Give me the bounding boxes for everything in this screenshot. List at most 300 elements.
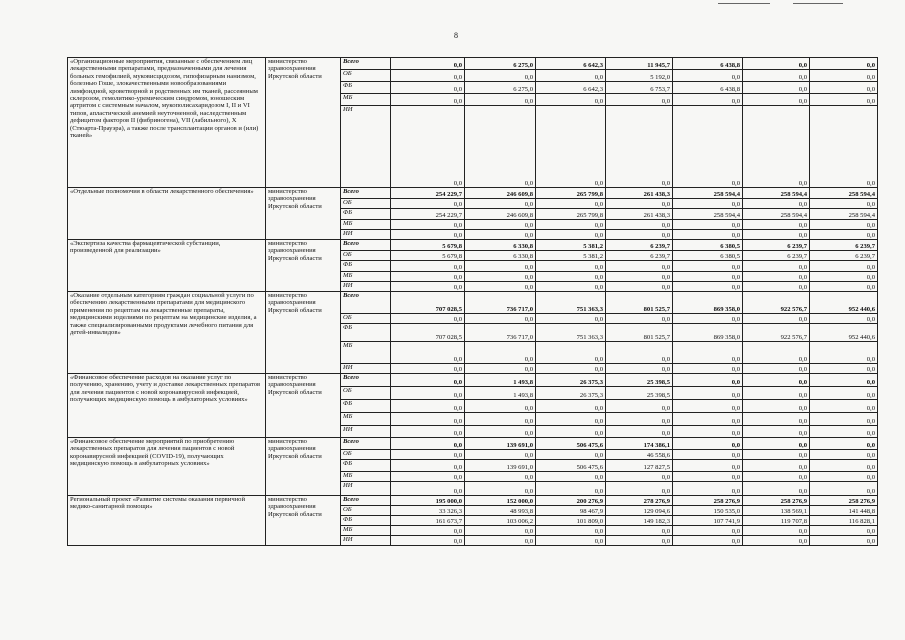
- amount-cell: 0,0: [810, 374, 878, 387]
- amount-cell: 0,0: [536, 70, 606, 82]
- amount-cell: 0,0: [536, 364, 606, 374]
- amount-cell: 0,0: [743, 82, 810, 94]
- amount-cell: 0,0: [673, 387, 743, 400]
- amount-cell: 246 609,8: [465, 209, 536, 220]
- funding-source: ФБ: [341, 209, 391, 220]
- amount-cell: 0,0: [743, 314, 810, 324]
- amount-cell: 6 239,7: [743, 240, 810, 251]
- program-name: «Экспертиза качества фармацевтической субстанции, произведенной для реализации»: [68, 240, 266, 292]
- amount-cell: 0,0: [606, 482, 673, 496]
- funding-source: ФБ: [341, 324, 391, 342]
- funding-source: ФБ: [341, 261, 391, 272]
- amount-cell: 6 239,7: [606, 240, 673, 251]
- amount-cell: 0,0: [673, 450, 743, 460]
- program-total-row: [68, 292, 878, 314]
- amount-cell: 6 438,8: [673, 58, 743, 70]
- amount-cell: 258 594,4: [810, 188, 878, 199]
- program-name: «Оказание отдельным категориям граждан социальной услуги по обеспечению лекарственными препаратами для медицинского применения по рецептам на лекарственные препараты, медицинскими изделиями по рецептам на медицинские изделия, а также специализированными продуктами лечебного питания для детей-инвалидов»: [68, 292, 266, 374]
- amount-cell: 952 440,6: [810, 292, 878, 314]
- funding-source: ОБ: [341, 387, 391, 400]
- amount-cell: 0,0: [743, 400, 810, 413]
- responsible-executor: министерство здравоохранения Иркутской области: [266, 240, 341, 292]
- funding-source: МБ: [341, 526, 391, 536]
- amount-cell: 0,0: [673, 314, 743, 324]
- amount-cell: 0,0: [810, 426, 878, 438]
- scan-mark: [793, 3, 843, 4]
- funding-source: Всего: [341, 496, 391, 506]
- amount-cell: 265 799,8: [536, 209, 606, 220]
- funding-source: ФБ: [341, 400, 391, 413]
- amount-cell: 0,0: [536, 482, 606, 496]
- amount-cell: 0,0: [465, 526, 536, 536]
- amount-cell: 0,0: [465, 450, 536, 460]
- funding-source: Всего: [341, 374, 391, 387]
- amount-cell: 6 275,0: [465, 82, 536, 94]
- amount-cell: 0,0: [743, 482, 810, 496]
- amount-cell: 0,0: [743, 450, 810, 460]
- amount-cell: 0,0: [810, 472, 878, 482]
- responsible-executor: министерство здравоохранения Иркутской области: [266, 374, 341, 438]
- amount-cell: 0,0: [391, 364, 465, 374]
- amount-cell: 0,0: [673, 230, 743, 240]
- amount-cell: 0,0: [391, 58, 465, 70]
- amount-cell: 258 594,4: [673, 188, 743, 199]
- amount-cell: 0,0: [606, 536, 673, 546]
- program-name: «Отдельные полномочия в области лекарственного обеспечения»: [68, 188, 266, 240]
- amount-cell: 0,0: [606, 364, 673, 374]
- amount-cell: 0,0: [810, 526, 878, 536]
- amount-cell: 0,0: [810, 58, 878, 70]
- amount-cell: 5 192,0: [606, 70, 673, 82]
- amount-cell: 0,0: [536, 536, 606, 546]
- page-number: 8: [454, 31, 458, 40]
- amount-cell: 6 438,8: [673, 82, 743, 94]
- amount-cell: 0,0: [536, 106, 606, 188]
- amount-cell: 0,0: [536, 426, 606, 438]
- amount-cell: 0,0: [673, 70, 743, 82]
- amount-cell: 0,0: [465, 482, 536, 496]
- amount-cell: 0,0: [391, 261, 465, 272]
- amount-cell: 0,0: [465, 261, 536, 272]
- amount-cell: 736 717,0: [465, 324, 536, 342]
- amount-cell: 0,0: [465, 400, 536, 413]
- amount-cell: 0,0: [606, 230, 673, 240]
- amount-cell: 0,0: [810, 342, 878, 364]
- amount-cell: 246 609,8: [465, 188, 536, 199]
- amount-cell: 261 438,3: [606, 209, 673, 220]
- amount-cell: 0,0: [606, 106, 673, 188]
- amount-cell: 0,0: [743, 536, 810, 546]
- amount-cell: 5 679,8: [391, 251, 465, 261]
- funding-source: МБ: [341, 220, 391, 230]
- program-name: «Организационные мероприятия, связанные с обеспечением лиц лекарственными препаратами, предназначенными для лечения больных гемофилией, муковисцидозом, гипофизарным нанизмом, болезнью Гоше, злокачественными новообразованиями лимфоидной, кроветворной и родственных им тканей, рассеянным склерозом, гемолитико-уремическим синдромом, юношеским артритом с системным началом, мукополисахаридозом I, II и VI типов, апластической анемией неуточненной, наследственным дефицитом факторов II (фибриногена), VII (лабильного), X (Стюарта-Прауэра), а также после трансплантации органов и (или) тканей»: [68, 58, 266, 188]
- amount-cell: 0,0: [465, 342, 536, 364]
- amount-cell: 801 525,7: [606, 292, 673, 314]
- funding-source: ОБ: [341, 70, 391, 82]
- responsible-executor: министерство здравоохранения Иркутской области: [266, 496, 341, 546]
- program-total-row: [68, 438, 878, 450]
- amount-cell: 0,0: [465, 199, 536, 209]
- funding-source: ОБ: [341, 251, 391, 261]
- amount-cell: 0,0: [673, 199, 743, 209]
- funding-source: МБ: [341, 94, 391, 106]
- amount-cell: 258 276,9: [810, 496, 878, 506]
- funding-source: ИИ: [341, 536, 391, 546]
- amount-cell: 1 493,8: [465, 387, 536, 400]
- funding-source: МБ: [341, 272, 391, 282]
- amount-cell: 0,0: [673, 482, 743, 496]
- amount-cell: 0,0: [743, 199, 810, 209]
- amount-cell: 6 239,7: [810, 251, 878, 261]
- amount-cell: 0,0: [606, 342, 673, 364]
- amount-cell: 6 275,0: [465, 58, 536, 70]
- amount-cell: 0,0: [606, 199, 673, 209]
- funding-source: ИИ: [341, 482, 391, 496]
- amount-cell: 127 827,5: [606, 460, 673, 472]
- program-total-row: [68, 240, 878, 251]
- amount-cell: 0,0: [810, 94, 878, 106]
- amount-cell: 139 691,0: [465, 460, 536, 472]
- amount-cell: 98 467,9: [536, 506, 606, 516]
- amount-cell: 952 440,6: [810, 324, 878, 342]
- amount-cell: 0,0: [465, 364, 536, 374]
- amount-cell: 922 576,7: [743, 324, 810, 342]
- amount-cell: 0,0: [465, 220, 536, 230]
- amount-cell: 141 448,8: [810, 506, 878, 516]
- funding-source: МБ: [341, 342, 391, 364]
- amount-cell: 0,0: [391, 70, 465, 82]
- amount-cell: 254 229,7: [391, 188, 465, 199]
- amount-cell: 0,0: [606, 94, 673, 106]
- amount-cell: 506 475,6: [536, 438, 606, 450]
- amount-cell: 0,0: [606, 472, 673, 482]
- amount-cell: 6 642,3: [536, 58, 606, 70]
- amount-cell: 25 398,5: [606, 387, 673, 400]
- amount-cell: 107 741,9: [673, 516, 743, 526]
- amount-cell: 0,0: [810, 272, 878, 282]
- amount-cell: 0,0: [673, 364, 743, 374]
- funding-source: Всего: [341, 292, 391, 314]
- amount-cell: 0,0: [743, 364, 810, 374]
- funding-source: Всего: [341, 188, 391, 199]
- amount-cell: 195 000,0: [391, 496, 465, 506]
- funding-source: ИИ: [341, 282, 391, 292]
- amount-cell: 0,0: [606, 261, 673, 272]
- funding-source: ИИ: [341, 364, 391, 374]
- amount-cell: 6 239,7: [606, 251, 673, 261]
- program-name: Региональный проект «Развитие системы оказания первичной медико-санитарной помощи»: [68, 496, 266, 546]
- amount-cell: 0,0: [673, 438, 743, 450]
- amount-cell: 0,0: [743, 413, 810, 426]
- amount-cell: 139 691,0: [465, 438, 536, 450]
- amount-cell: 0,0: [391, 314, 465, 324]
- amount-cell: 0,0: [673, 400, 743, 413]
- amount-cell: 0,0: [673, 526, 743, 536]
- amount-cell: 0,0: [391, 342, 465, 364]
- amount-cell: 0,0: [810, 261, 878, 272]
- amount-cell: 0,0: [606, 413, 673, 426]
- amount-cell: 0,0: [810, 314, 878, 324]
- amount-cell: 0,0: [810, 387, 878, 400]
- amount-cell: 0,0: [391, 400, 465, 413]
- amount-cell: 922 576,7: [743, 292, 810, 314]
- funding-source: МБ: [341, 472, 391, 482]
- program-total-row: [68, 374, 878, 387]
- amount-cell: 6 239,7: [743, 251, 810, 261]
- responsible-executor: министерство здравоохранения Иркутской области: [266, 188, 341, 240]
- amount-cell: 0,0: [673, 220, 743, 230]
- amount-cell: 0,0: [743, 438, 810, 450]
- amount-cell: 0,0: [391, 199, 465, 209]
- amount-cell: 0,0: [391, 106, 465, 188]
- scan-mark: [718, 3, 770, 4]
- amount-cell: 0,0: [810, 282, 878, 292]
- responsible-executor: министерство здравоохранения Иркутской области: [266, 58, 341, 188]
- amount-cell: 0,0: [391, 94, 465, 106]
- amount-cell: 258 276,9: [673, 496, 743, 506]
- funding-source: МБ: [341, 413, 391, 426]
- amount-cell: 6 380,5: [673, 251, 743, 261]
- amount-cell: 0,0: [810, 413, 878, 426]
- amount-cell: 200 276,9: [536, 496, 606, 506]
- funding-source: ОБ: [341, 314, 391, 324]
- amount-cell: 254 229,7: [391, 209, 465, 220]
- amount-cell: 129 094,6: [606, 506, 673, 516]
- amount-cell: 0,0: [673, 426, 743, 438]
- amount-cell: 48 993,8: [465, 506, 536, 516]
- amount-cell: 0,0: [391, 472, 465, 482]
- amount-cell: 1 493,8: [465, 374, 536, 387]
- responsible-executor: министерство здравоохранения Иркутской области: [266, 292, 341, 374]
- amount-cell: 6 753,7: [606, 82, 673, 94]
- amount-cell: 0,0: [391, 426, 465, 438]
- amount-cell: 0,0: [810, 230, 878, 240]
- funding-source: Всего: [341, 438, 391, 450]
- amount-cell: 258 594,4: [673, 209, 743, 220]
- amount-cell: 0,0: [391, 220, 465, 230]
- amount-cell: 258 594,4: [743, 209, 810, 220]
- responsible-executor: министерство здравоохранения Иркутской области: [266, 438, 341, 496]
- amount-cell: 258 594,4: [743, 188, 810, 199]
- amount-cell: 0,0: [536, 261, 606, 272]
- amount-cell: 0,0: [743, 472, 810, 482]
- funding-source: ОБ: [341, 199, 391, 209]
- amount-cell: 0,0: [606, 400, 673, 413]
- amount-cell: 0,0: [606, 426, 673, 438]
- amount-cell: 6 239,7: [810, 240, 878, 251]
- amount-cell: 0,0: [606, 314, 673, 324]
- amount-cell: 0,0: [673, 536, 743, 546]
- amount-cell: 0,0: [743, 230, 810, 240]
- amount-cell: 0,0: [391, 82, 465, 94]
- amount-cell: 0,0: [673, 272, 743, 282]
- amount-cell: 0,0: [606, 526, 673, 536]
- amount-cell: 0,0: [743, 272, 810, 282]
- funding-source: ФБ: [341, 516, 391, 526]
- amount-cell: 0,0: [810, 106, 878, 188]
- amount-cell: 0,0: [391, 387, 465, 400]
- amount-cell: 101 809,0: [536, 516, 606, 526]
- amount-cell: 506 475,6: [536, 460, 606, 472]
- amount-cell: 0,0: [673, 460, 743, 472]
- amount-cell: 0,0: [536, 314, 606, 324]
- amount-cell: 6 642,3: [536, 82, 606, 94]
- amount-cell: 5 381,2: [536, 240, 606, 251]
- amount-cell: 0,0: [810, 536, 878, 546]
- amount-cell: 0,0: [536, 282, 606, 292]
- amount-cell: 0,0: [465, 282, 536, 292]
- amount-cell: 5 679,8: [391, 240, 465, 251]
- amount-cell: 0,0: [465, 70, 536, 82]
- amount-cell: 0,0: [536, 272, 606, 282]
- amount-cell: 0,0: [743, 426, 810, 438]
- amount-cell: 149 182,3: [606, 516, 673, 526]
- amount-cell: 751 363,3: [536, 324, 606, 342]
- amount-cell: 0,0: [673, 282, 743, 292]
- budget-table-container: [67, 57, 877, 546]
- program-total-row: [68, 58, 878, 70]
- amount-cell: 0,0: [465, 413, 536, 426]
- amount-cell: 150 535,0: [673, 506, 743, 516]
- amount-cell: 26 375,3: [536, 374, 606, 387]
- amount-cell: 0,0: [465, 106, 536, 188]
- funding-source: Всего: [341, 240, 391, 251]
- amount-cell: 0,0: [810, 364, 878, 374]
- amount-cell: 736 717,0: [465, 292, 536, 314]
- amount-cell: 0,0: [465, 230, 536, 240]
- amount-cell: 0,0: [391, 526, 465, 536]
- amount-cell: 0,0: [391, 413, 465, 426]
- amount-cell: 103 006,2: [465, 516, 536, 526]
- amount-cell: 0,0: [391, 230, 465, 240]
- amount-cell: 0,0: [673, 374, 743, 387]
- amount-cell: 258 594,4: [810, 209, 878, 220]
- amount-cell: 0,0: [673, 261, 743, 272]
- amount-cell: 0,0: [536, 526, 606, 536]
- amount-cell: 161 673,7: [391, 516, 465, 526]
- amount-cell: 116 828,1: [810, 516, 878, 526]
- amount-cell: 6 330,8: [465, 251, 536, 261]
- amount-cell: 0,0: [606, 220, 673, 230]
- amount-cell: 0,0: [743, 374, 810, 387]
- amount-cell: 6 330,8: [465, 240, 536, 251]
- amount-cell: 0,0: [810, 450, 878, 460]
- amount-cell: 0,0: [536, 230, 606, 240]
- amount-cell: 0,0: [536, 220, 606, 230]
- amount-cell: 11 945,7: [606, 58, 673, 70]
- amount-cell: 0,0: [743, 460, 810, 472]
- amount-cell: 801 525,7: [606, 324, 673, 342]
- amount-cell: 869 358,0: [673, 324, 743, 342]
- amount-cell: 0,0: [606, 282, 673, 292]
- program-total-row: [68, 188, 878, 199]
- funding-source: ФБ: [341, 460, 391, 472]
- program-total-row: [68, 496, 878, 506]
- amount-cell: 0,0: [743, 282, 810, 292]
- amount-cell: 0,0: [673, 94, 743, 106]
- funding-source: ОБ: [341, 506, 391, 516]
- amount-cell: 258 276,9: [743, 496, 810, 506]
- amount-cell: 0,0: [743, 220, 810, 230]
- amount-cell: 0,0: [810, 70, 878, 82]
- amount-cell: 0,0: [465, 272, 536, 282]
- amount-cell: 0,0: [743, 526, 810, 536]
- funding-source: ИИ: [341, 230, 391, 240]
- amount-cell: 0,0: [391, 482, 465, 496]
- amount-cell: 0,0: [536, 450, 606, 460]
- amount-cell: 0,0: [465, 536, 536, 546]
- amount-cell: 0,0: [536, 472, 606, 482]
- amount-cell: 0,0: [810, 220, 878, 230]
- amount-cell: 261 438,3: [606, 188, 673, 199]
- amount-cell: 46 558,6: [606, 450, 673, 460]
- amount-cell: 0,0: [743, 106, 810, 188]
- amount-cell: 0,0: [536, 413, 606, 426]
- amount-cell: 0,0: [536, 400, 606, 413]
- amount-cell: 0,0: [743, 58, 810, 70]
- amount-cell: 0,0: [743, 387, 810, 400]
- funding-source: ИИ: [341, 106, 391, 188]
- funding-source: Всего: [341, 58, 391, 70]
- amount-cell: 0,0: [810, 199, 878, 209]
- amount-cell: 0,0: [743, 342, 810, 364]
- amount-cell: 0,0: [391, 460, 465, 472]
- amount-cell: 0,0: [391, 450, 465, 460]
- amount-cell: 5 381,2: [536, 251, 606, 261]
- funding-source: ОБ: [341, 450, 391, 460]
- amount-cell: 0,0: [536, 94, 606, 106]
- amount-cell: 6 380,5: [673, 240, 743, 251]
- amount-cell: 152 000,0: [465, 496, 536, 506]
- amount-cell: 0,0: [536, 342, 606, 364]
- amount-cell: 0,0: [606, 272, 673, 282]
- amount-cell: 0,0: [391, 374, 465, 387]
- amount-cell: 0,0: [465, 314, 536, 324]
- amount-cell: 869 358,0: [673, 292, 743, 314]
- amount-cell: 0,0: [743, 94, 810, 106]
- amount-cell: 0,0: [810, 460, 878, 472]
- funding-source: ФБ: [341, 82, 391, 94]
- amount-cell: 0,0: [391, 438, 465, 450]
- amount-cell: 707 028,5: [391, 324, 465, 342]
- amount-cell: 26 375,3: [536, 387, 606, 400]
- amount-cell: 0,0: [465, 426, 536, 438]
- amount-cell: 119 707,8: [743, 516, 810, 526]
- amount-cell: 0,0: [810, 400, 878, 413]
- program-name: «Финансовое обеспечение расходов на оказание услуг по получению, хранению, учету и доставке лекарственных препаратов для лечения пациентов с новой коронавирусной инфекцией, получающих медицинскую помощь в амбулаторных условиях»: [68, 374, 266, 438]
- amount-cell: 0,0: [391, 282, 465, 292]
- amount-cell: 0,0: [465, 472, 536, 482]
- amount-cell: 174 386,1: [606, 438, 673, 450]
- program-name: «Финансовое обеспечение мероприятий по приобретению лекарственных препаратов для лечения пациентов с новой коронавирусной инфекцией (COVID-19), получающих медицинскую помощь в амбулаторных условиях»: [68, 438, 266, 496]
- amount-cell: 0,0: [673, 472, 743, 482]
- amount-cell: 0,0: [743, 261, 810, 272]
- amount-cell: 751 363,3: [536, 292, 606, 314]
- amount-cell: 0,0: [391, 272, 465, 282]
- amount-cell: 0,0: [743, 70, 810, 82]
- amount-cell: 0,0: [810, 438, 878, 450]
- amount-cell: 0,0: [810, 482, 878, 496]
- amount-cell: 0,0: [810, 82, 878, 94]
- amount-cell: 25 398,5: [606, 374, 673, 387]
- budget-table-body: [68, 58, 878, 546]
- funding-source: ИИ: [341, 426, 391, 438]
- amount-cell: 0,0: [465, 94, 536, 106]
- budget-table: [67, 57, 878, 546]
- amount-cell: 707 028,5: [391, 292, 465, 314]
- amount-cell: 138 569,1: [743, 506, 810, 516]
- amount-cell: 33 326,3: [391, 506, 465, 516]
